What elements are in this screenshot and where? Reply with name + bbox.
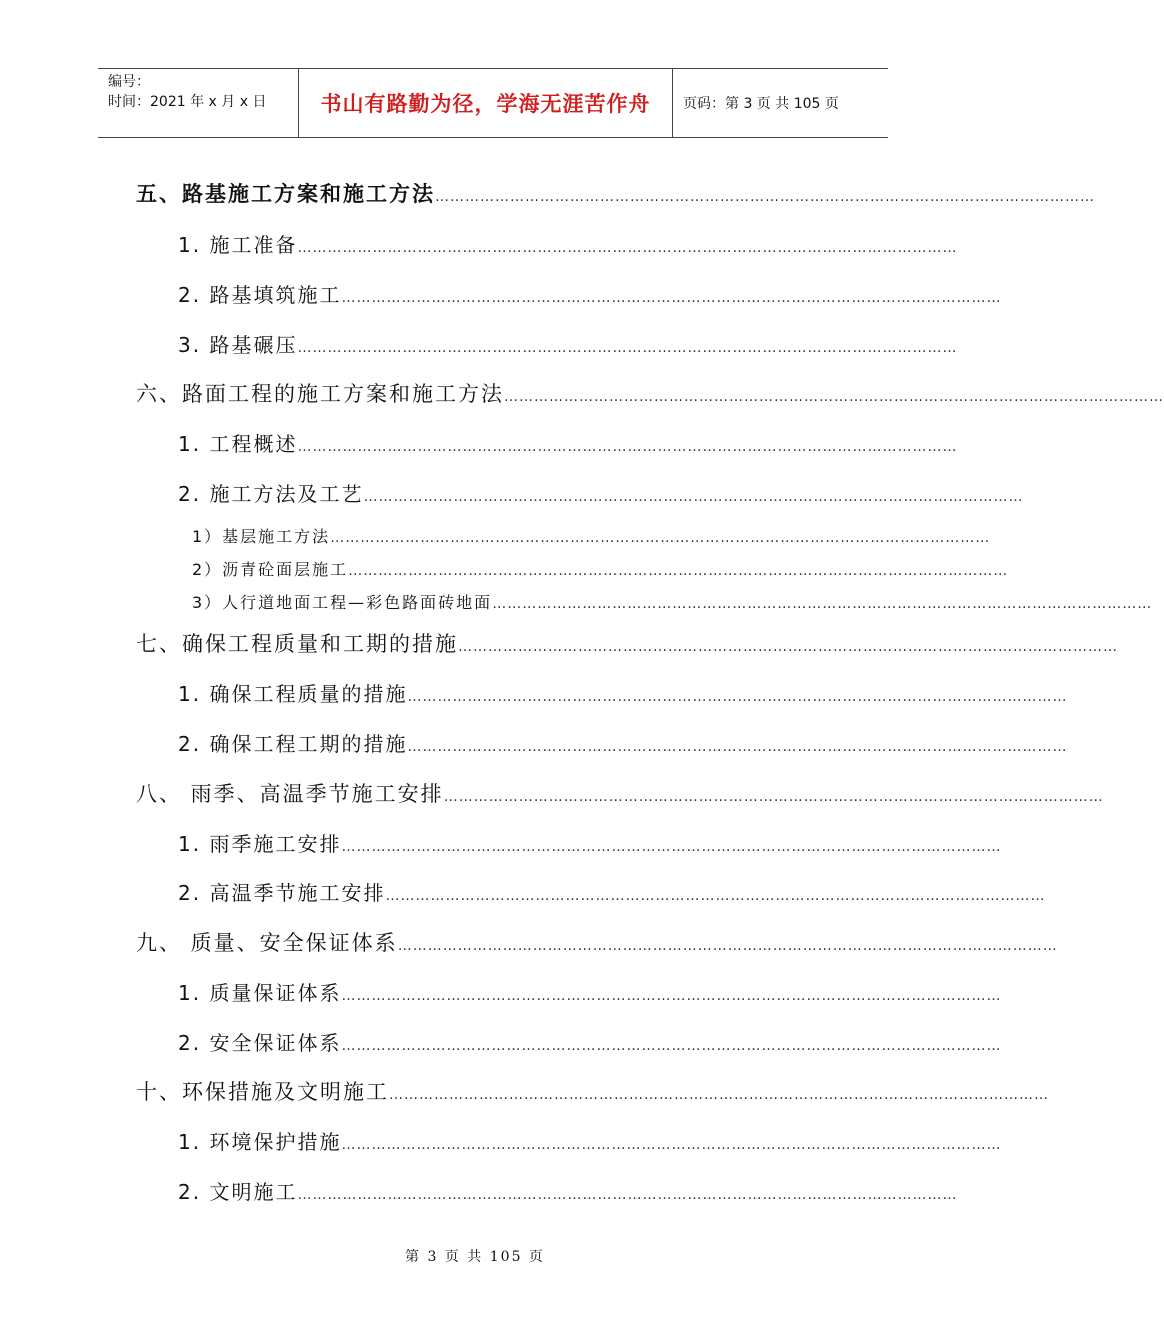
dot-leader: ……………………………………………………………………………………………………………………: [297, 439, 958, 455]
header-page-info: 页码：第 3 页 共 105 页: [683, 96, 839, 112]
toc-entry-text: 九、 质量、安全保证体系: [136, 931, 398, 955]
dot-leader: ……………………………………………………………………………………………………………………: [297, 240, 958, 256]
toc-entry-text: 1. 工程概述: [178, 432, 298, 456]
dot-leader: ……………………………………………………………………………………………………………………: [443, 789, 1104, 805]
page-footer: [0, 1246, 950, 1266]
toc-entry: [136, 378, 1164, 408]
header-left-cell: [98, 69, 299, 137]
dot-leader: ……………………………………………………………………………………………………………………: [363, 489, 1024, 505]
document-number-label: 编号：: [108, 74, 150, 90]
dot-leader: ……………………………………………………………………………………………………………………: [341, 1137, 1002, 1153]
toc-entry-text: 2. 文明施工: [178, 1180, 298, 1204]
toc-entry-text: 十、环保措施及文明施工: [136, 1080, 389, 1104]
toc-entry: [192, 557, 1009, 580]
toc-entry: [192, 590, 1153, 613]
toc-entry-text: 2）沥青砼面层施工: [192, 560, 349, 579]
dot-leader: ……………………………………………………………………………………………………………………: [341, 988, 1002, 1004]
toc-entry: [136, 778, 1104, 808]
toc-entry-text: 五、路基施工方案和施工方法: [136, 182, 435, 206]
dot-leader: ……………………………………………………………………………………………………………………: [330, 530, 991, 546]
dot-leader: ……………………………………………………………………………………………………………………: [397, 938, 1058, 954]
toc-entry-text: 2. 施工方法及工艺: [178, 482, 364, 506]
toc-entry-text: 1. 确保工程质量的措施: [178, 682, 408, 706]
page-header: [98, 68, 888, 138]
toc-entry-text: 2. 路基填筑施工: [178, 283, 342, 307]
toc-entry-text: 1. 施工准备: [178, 233, 298, 257]
dot-leader: ……………………………………………………………………………………………………………………: [297, 340, 958, 356]
toc-entry-text: 八、 雨季、高温季节施工安排: [136, 782, 444, 806]
toc-entry-text: 1. 雨季施工安排: [178, 832, 342, 856]
toc-entry-text: 1. 质量保证体系: [178, 981, 342, 1005]
toc-entry-text: 六、路面工程的施工方案和施工方法: [136, 382, 504, 406]
dot-leader: ……………………………………………………………………………………………………………………: [341, 839, 1002, 855]
toc-entry: [178, 877, 1046, 906]
toc-entry: [178, 1027, 1002, 1056]
dot-leader: ……………………………………………………………………………………………………………………: [435, 189, 1095, 205]
footer-page-number: 第 3 页 共 105 页: [405, 1249, 545, 1265]
dot-leader: ……………………………………………………………………………………………………………………: [389, 1087, 1049, 1103]
toc-entry: [178, 1176, 958, 1205]
toc-entry-text: 2. 安全保证体系: [178, 1031, 342, 1055]
header-motto: 书山有路勤为径，学海无涯苦作舟: [320, 92, 651, 116]
toc-entry: [178, 329, 958, 358]
toc-entry: [178, 828, 1002, 857]
dot-leader: ……………………………………………………………………………………………………………………: [385, 888, 1046, 904]
toc-entry: [192, 524, 991, 547]
toc-entry: [136, 1076, 1049, 1106]
dot-leader: ……………………………………………………………………………………………………………………: [504, 389, 1164, 405]
toc-entry-text: 2. 确保工程工期的措施: [178, 732, 408, 756]
toc-entry-text: 3）人行道地面工程—彩色路面砖地面: [192, 593, 493, 612]
toc-entry: [136, 178, 1095, 208]
dot-leader: ……………………………………………………………………………………………………………………: [492, 596, 1153, 612]
toc-entry: [178, 229, 958, 258]
toc-entry: [178, 728, 1068, 757]
document-time-label: 时间：2021 年 x 月 x 日: [108, 94, 267, 110]
toc-entry: [136, 628, 1118, 658]
toc-entry: [178, 1126, 1002, 1155]
toc-entry-text: 2. 高温季节施工安排: [178, 881, 386, 905]
toc-entry: [178, 678, 1068, 707]
header-right-cell: [673, 69, 888, 137]
dot-leader: ……………………………………………………………………………………………………………………: [297, 1187, 958, 1203]
dot-leader: ……………………………………………………………………………………………………………………: [407, 739, 1068, 755]
toc-entry: [178, 977, 1002, 1006]
toc-entry: [178, 279, 1002, 308]
dot-leader: ……………………………………………………………………………………………………………………: [341, 290, 1002, 306]
toc-entry: [178, 478, 1024, 507]
dot-leader: ……………………………………………………………………………………………………………………: [458, 639, 1118, 655]
dot-leader: ……………………………………………………………………………………………………………………: [348, 563, 1009, 579]
toc-entry-text: 七、确保工程质量和工期的措施: [136, 632, 458, 656]
toc-entry: [136, 927, 1058, 957]
header-middle-cell: [299, 69, 673, 137]
dot-leader: ……………………………………………………………………………………………………………………: [341, 1038, 1002, 1054]
toc-entry: [178, 428, 958, 457]
toc-entry-text: 1. 环境保护措施: [178, 1130, 342, 1154]
toc-entry-text: 1）基层施工方法: [192, 527, 331, 546]
toc-entry-text: 3. 路基碾压: [178, 333, 298, 357]
dot-leader: ……………………………………………………………………………………………………………………: [407, 689, 1068, 705]
